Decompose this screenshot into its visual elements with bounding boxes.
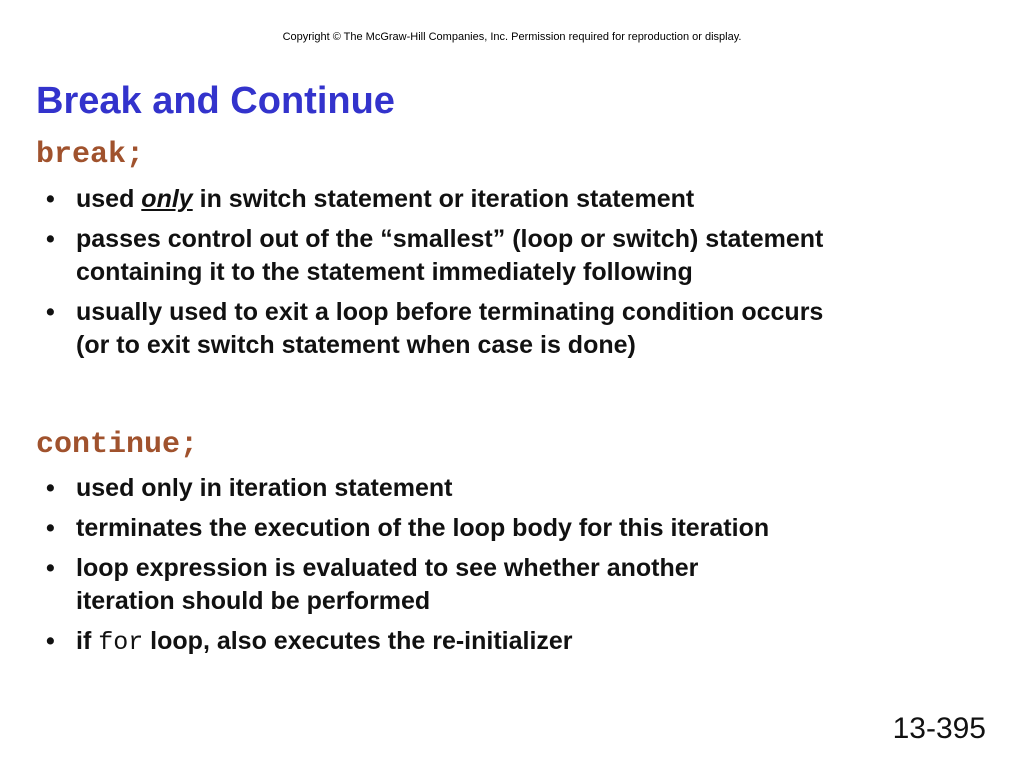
bullet-text	[76, 185, 694, 213]
bullet-text: passes control out of the “smallest” (loop or switch) statement containing it to the statement immediately following	[76, 225, 824, 286]
break-bullet-list	[46, 183, 946, 369]
list-item	[46, 183, 946, 216]
emphasized-word: only	[141, 185, 193, 213]
list-item	[46, 223, 946, 289]
bullet-text	[76, 627, 573, 655]
bullet-dot: •	[46, 298, 55, 326]
list-item	[46, 512, 946, 545]
bullet-text-part: loop, also executes the re-initializer	[143, 627, 573, 655]
copyright-notice: Copyright © The McGraw-Hill Companies, Inc. Permission required for reproduction or display.	[282, 31, 742, 43]
bullet-text: usually used to exit a loop before terminating condition occurs (or to exit switch statement when case is done)	[76, 298, 824, 359]
slide-number: 13-395	[892, 712, 986, 745]
slide-title: Break and Continue	[36, 80, 395, 122]
bullet-dot: •	[46, 554, 55, 582]
list-item	[46, 625, 946, 659]
code-keyword: for	[98, 628, 144, 657]
bullet-dot: •	[46, 514, 55, 542]
bullet-dot: •	[46, 474, 55, 502]
bullet-dot: •	[46, 225, 55, 253]
bullet-text: loop expression is evaluated to see whether another iteration should be performed	[76, 554, 699, 615]
bullet-text: used only in iteration statement	[76, 474, 453, 502]
bullet-text-part: used	[76, 185, 142, 213]
bullet-dot: •	[46, 627, 55, 655]
bullet-dot: •	[46, 185, 55, 213]
list-item	[46, 472, 946, 505]
continue-heading: continue;	[36, 428, 199, 462]
bullet-text: terminates the execution of the loop body for this iteration	[76, 514, 770, 542]
bullet-text-part: in switch statement or iteration statement	[192, 185, 695, 213]
list-item	[46, 552, 946, 618]
bullet-text-part: if	[76, 627, 99, 655]
list-item	[46, 296, 946, 362]
continue-bullet-list	[46, 472, 946, 666]
break-heading: break;	[36, 138, 145, 172]
